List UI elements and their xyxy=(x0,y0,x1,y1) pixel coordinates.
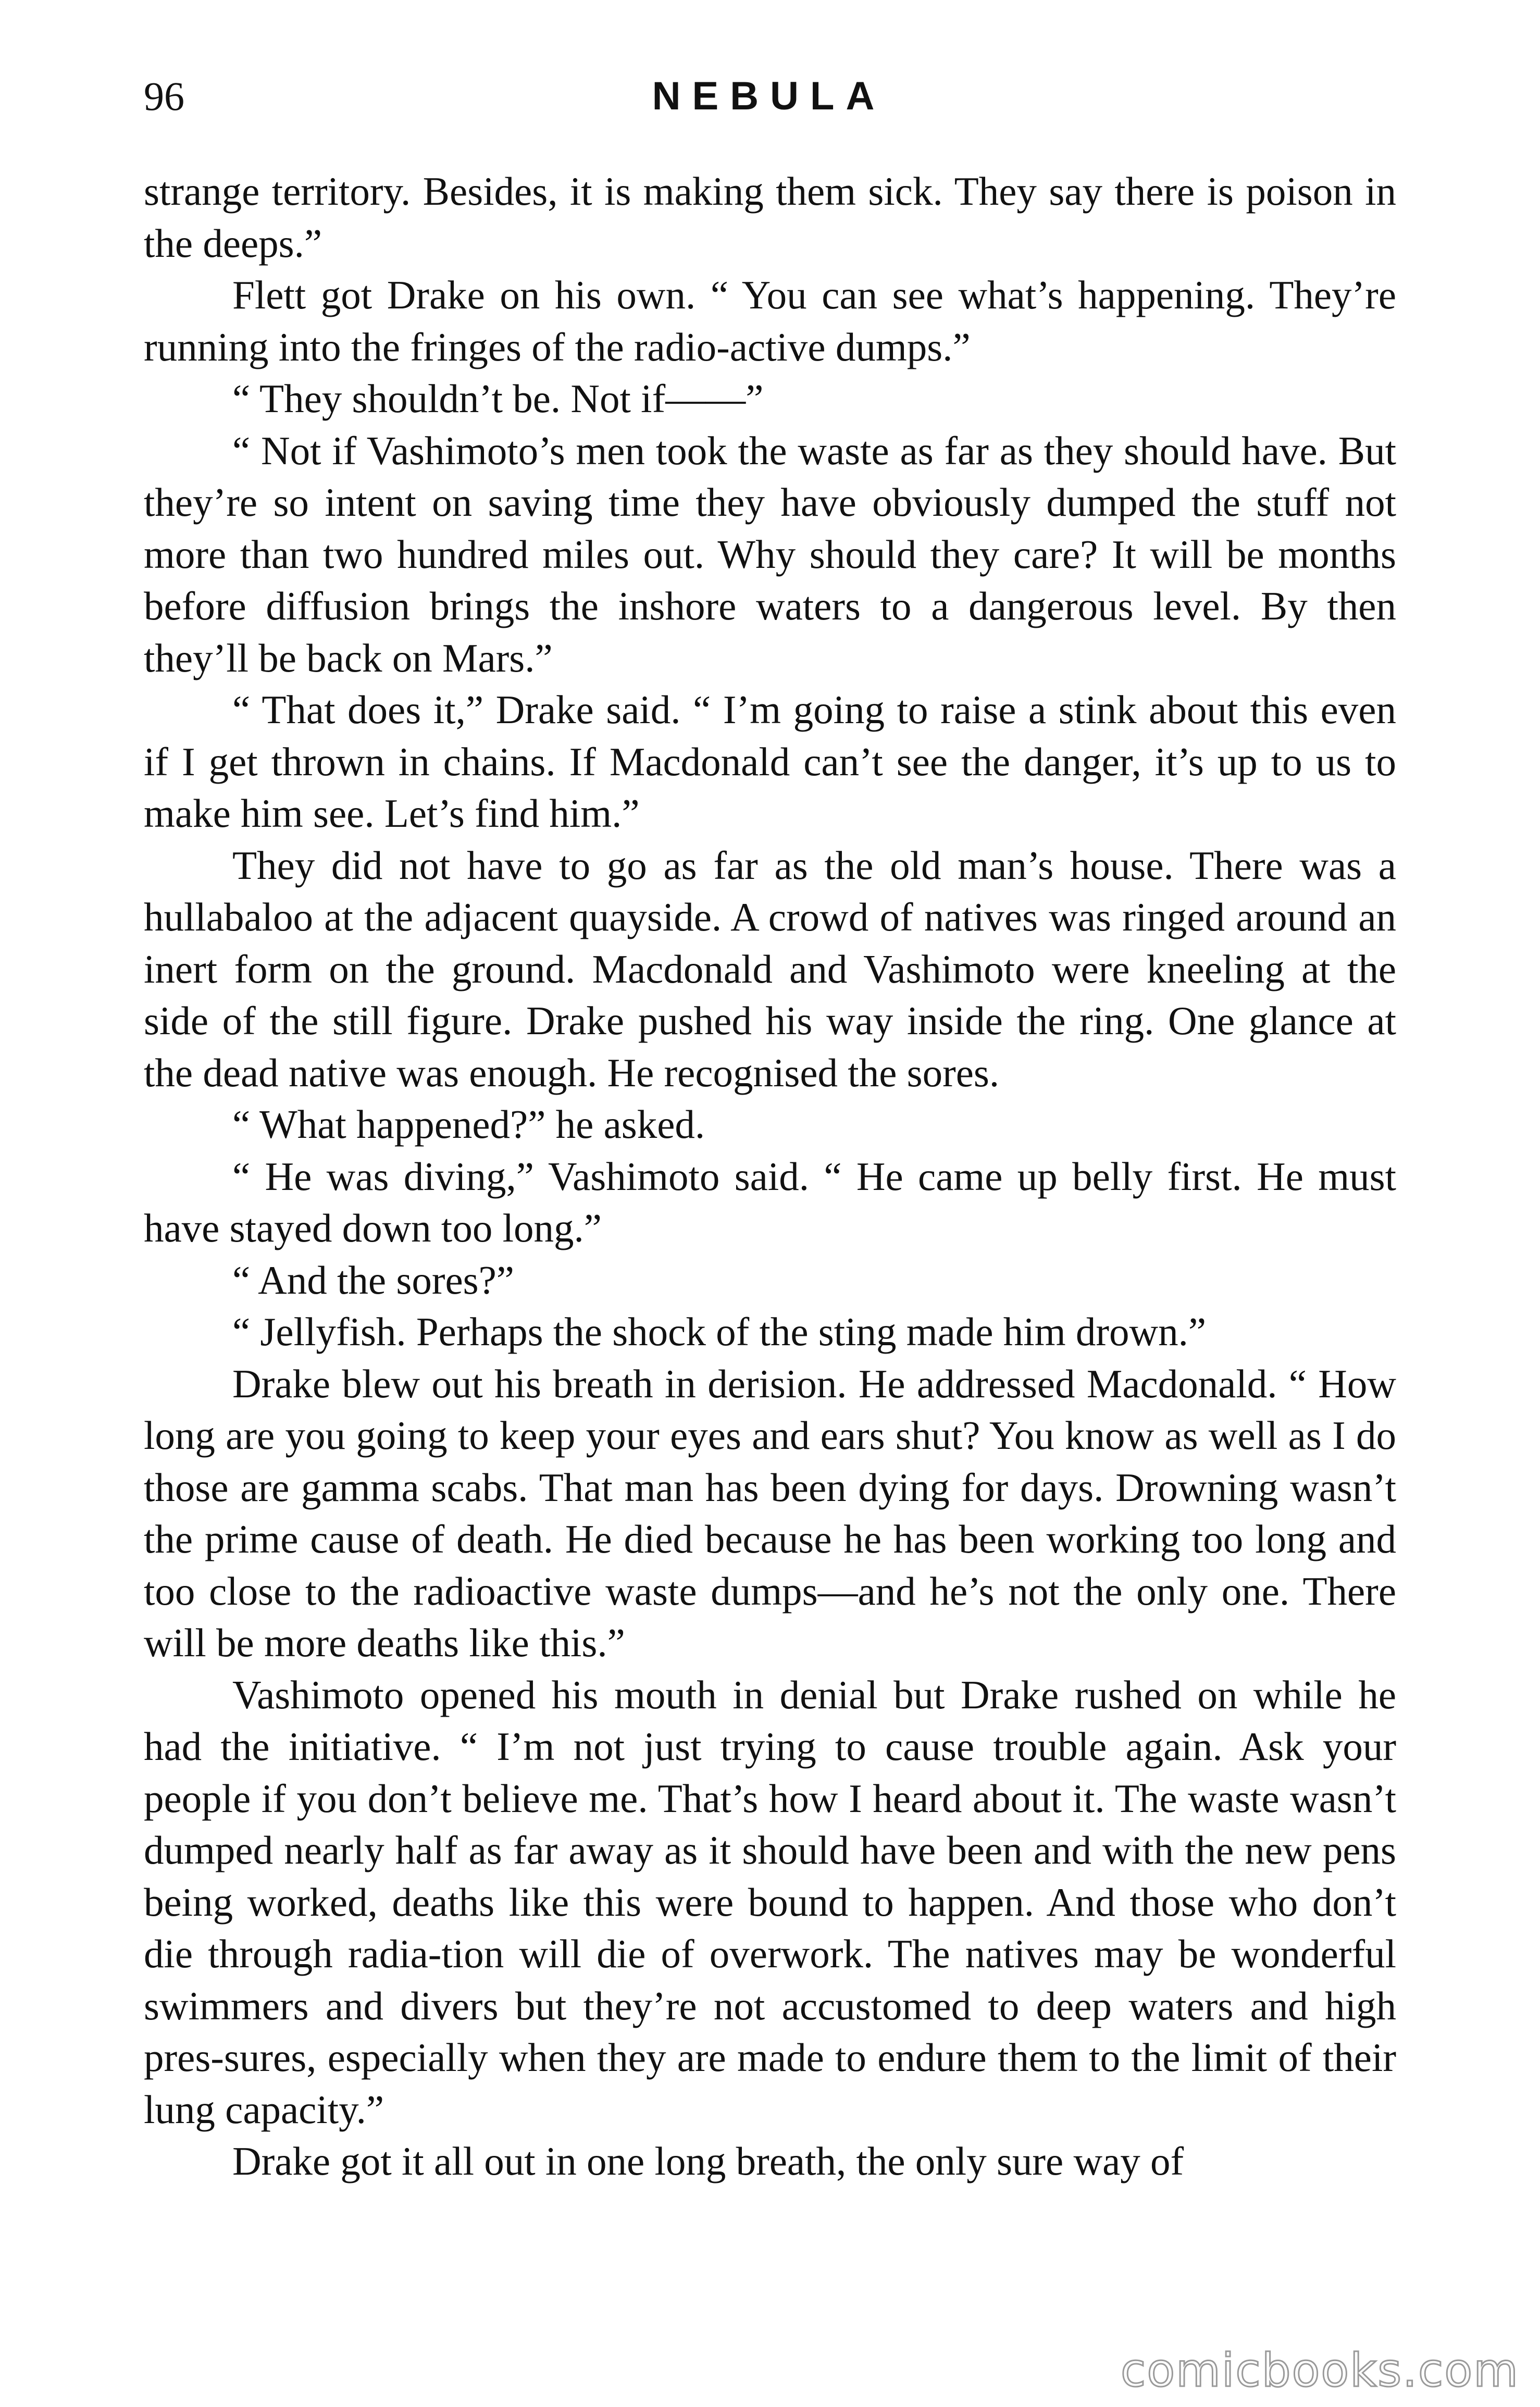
running-title: NEBULA xyxy=(652,74,886,118)
paragraph: strange territory. Besides, it is making them sick. They say there is poison in the deeps.” xyxy=(144,169,1396,266)
body-text xyxy=(144,166,1396,2188)
paragraph: Flett got Drake on his own. “ You can see what’s happening. They’re running into the fringes of the radio-active dumps.” xyxy=(144,272,1396,369)
paragraph: “ Not if Vashimoto’s men took the waste as far as they should have. But they’re so intent on saving time they have obviously dumped the stuff not more than two hundred miles out. Why should they care? It will be months before diffusion brings the inshore waters to a dangerous level. By then they’ll be back on Mars.” xyxy=(144,428,1396,680)
paragraph: Vashimoto opened his mouth in denial but Drake rushed on while he had the initiative. “ I’m not just trying to cause trouble again. Ask your people if you don’t believe me. That’s how I heard about it. The waste wasn’t dumped nearly half as far away as it should have been and with the new pens being worked, deaths like this were bound to happen. And those who don’t die through radia-tion will die of overwork. The natives may be wonderful swimmers and divers but they’re not accustomed to deep waters and high pres-sures, especially when they are made to endure them to the limit of their lung capacity.” xyxy=(144,1672,1396,2132)
paragraph: “ He was diving,” Vashimoto said. “ He came up belly first. He must have stayed down too long.” xyxy=(144,1153,1396,1250)
paragraph: “ Jellyfish. Perhaps the shock of the sting made him drown.” xyxy=(232,1309,1207,1354)
page-header xyxy=(144,68,1394,125)
paragraph: Drake blew out his breath in derision. He addressed Macdonald. “ How long are you going to keep your eyes and ears shut? You know as well as I do those are gamma scabs. That man has been dying for days. Drowning wasn’t the prime cause of death. He died because he has been working too long and too close to the radioactive waste dumps—and he’s not the only one. There will be more deaths like this.” xyxy=(144,1361,1396,1665)
paragraph: “ That does it,” Drake said. “ I’m going to raise a stink about this even if I get thrown in chains. If Macdonald can’t see the danger, it’s up to us to make him see. Let’s find him.” xyxy=(144,687,1396,836)
paragraph: Drake got it all out in one long breath, the only sure way of xyxy=(232,2139,1184,2183)
paragraph: “ And the sores?” xyxy=(232,1257,514,1302)
watermark: comicbooks.com xyxy=(1120,2343,1519,2397)
paragraph: They did not have to go as far as the old man’s house. There was a hullabaloo at the adjacent quayside. A crowd of natives was ringed around an inert form on the ground. Macdonald and Vashimoto were kneeling at the side of the still figure. Drake pushed his way inside the ring. One glance at the dead native was enough. He recognised the sores. xyxy=(144,842,1396,1095)
paragraph: “ What happened?” he asked. xyxy=(232,1102,705,1147)
paragraph: “ They shouldn’t be. Not if——” xyxy=(232,376,764,421)
page-number: 96 xyxy=(144,73,184,119)
